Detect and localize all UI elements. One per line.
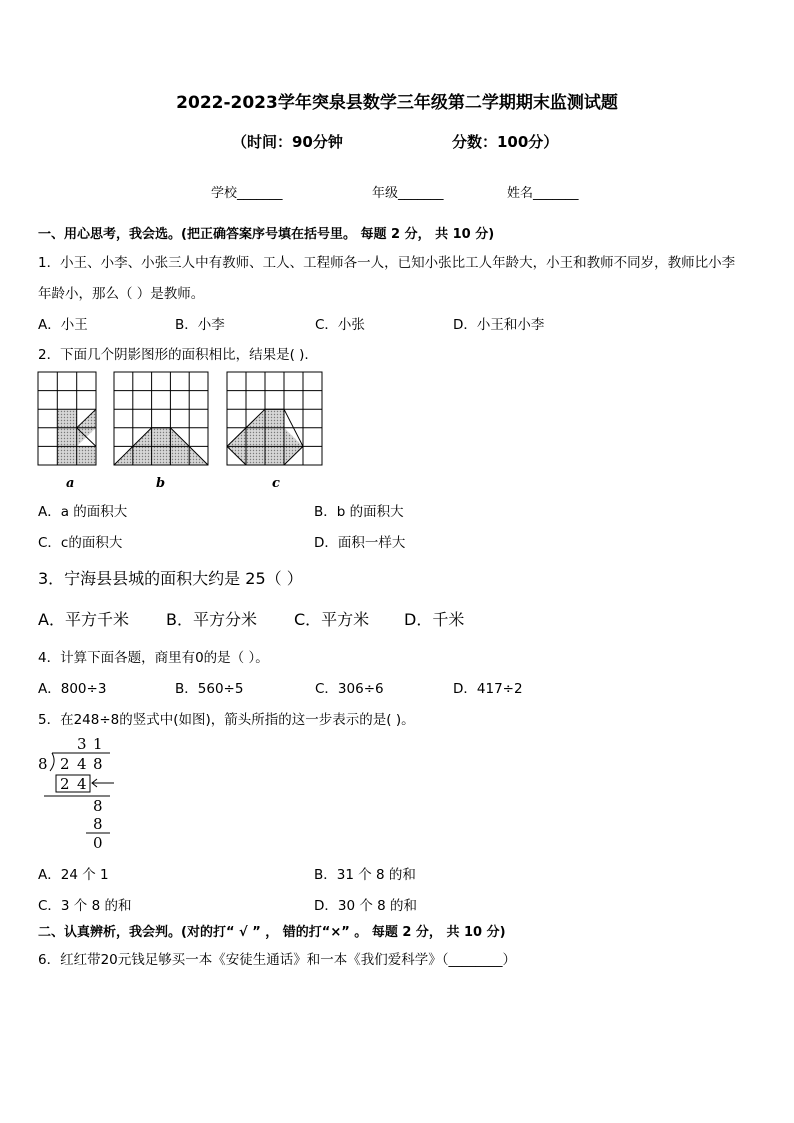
step3-digit: 8 bbox=[93, 815, 103, 833]
q5-text: 5．在248÷8的竖式中(如图)，箭头所指的这一步表示的是( )。 bbox=[38, 712, 415, 728]
figure-c bbox=[227, 372, 322, 465]
q2-text: 2．下面几个阴影图形的面积相比，结果是( ). bbox=[38, 347, 309, 363]
q5-option-a: A．24 个 1 bbox=[38, 867, 109, 883]
q3-option-b: B．平方分米 bbox=[166, 610, 257, 629]
figure-b bbox=[114, 372, 208, 465]
q1-option-a: A．小王 bbox=[38, 317, 88, 333]
q1-option-b: B．小李 bbox=[175, 317, 225, 333]
step1-digit-1: 2 bbox=[60, 775, 70, 793]
q2-option-c: C．c的面积大 bbox=[38, 535, 123, 551]
step2-digit: 8 bbox=[93, 797, 103, 815]
q3-option-c: C．平方米 bbox=[294, 610, 370, 629]
q2-option-d: D．面积一样大 bbox=[314, 535, 406, 551]
dividend-digit-1: 2 bbox=[60, 755, 70, 773]
grade-field: 年级_______ bbox=[372, 186, 444, 201]
q1-option-d: D．小王和小李 bbox=[453, 317, 545, 333]
school-field: 学校_______ bbox=[211, 186, 283, 201]
q4-text: 4．计算下面各题，商里有0的是（ ）。 bbox=[38, 650, 269, 666]
q5-option-c: C．3 个 8 的和 bbox=[38, 898, 132, 914]
quotient-digit-2: 1 bbox=[93, 735, 103, 753]
figure-c-label: c bbox=[272, 476, 280, 491]
q6-text: 6．红红带20元钱足够买一本《安徒生通话》和一本《我们爱科学》（________） bbox=[38, 952, 517, 968]
dividend-digit-3: 8 bbox=[93, 755, 103, 773]
q4-option-a: A．800÷3 bbox=[38, 681, 107, 697]
q1-text-line2: 年龄小，那么（ ）是教师。 bbox=[38, 286, 205, 302]
q2-option-b: B．b 的面积大 bbox=[314, 504, 404, 520]
q3-option-a: A．平方千米 bbox=[38, 610, 129, 629]
dividend-digit-2: 4 bbox=[77, 755, 87, 773]
q4-option-b: B．560÷5 bbox=[175, 681, 244, 697]
q1-option-c: C．小张 bbox=[315, 317, 365, 333]
section-1-heading: 一、用心思考，我会选。(把正确答案序号填在括号里。 每题 2 分， 共 10 分) bbox=[38, 227, 495, 242]
score-label: 分数：100分） bbox=[452, 133, 559, 151]
section-2-heading: 二、认真辨析，我会判。(对的打“ √ ” ， 错的打“×” 。 每题 2 分， 共 10 分) bbox=[38, 925, 506, 940]
figure-a-label: a bbox=[66, 476, 75, 491]
q5-option-b: B．31 个 8 的和 bbox=[314, 867, 416, 883]
q3-option-d: D．千米 bbox=[404, 610, 465, 629]
q5-option-d: D．30 个 8 的和 bbox=[314, 898, 418, 914]
q4-option-c: C．306÷6 bbox=[315, 681, 384, 697]
divisor: 8 bbox=[38, 755, 48, 773]
figure-a bbox=[38, 372, 96, 465]
time-label: （时间：90分钟 bbox=[232, 133, 343, 151]
remainder-digit: 0 bbox=[93, 834, 103, 852]
page-title: 2022-2023学年突泉县数学三年级第二学期期末监测试题 bbox=[176, 93, 618, 113]
q2-figures bbox=[30, 368, 340, 493]
arrow-icon bbox=[92, 779, 114, 787]
q5-long-division bbox=[30, 732, 130, 852]
q1-text-line1: 1．小王、小李、小张三人中有教师、工人、工程师各一人，已知小张比工人年龄大，小王和教师不同岁，教师比小李 bbox=[38, 255, 736, 271]
name-field: 姓名_______ bbox=[507, 186, 579, 201]
q4-option-d: D．417÷2 bbox=[453, 681, 523, 697]
q3-text: 3．宁海县县城的面积大约是 25（ ） bbox=[38, 569, 303, 588]
q2-option-a: A．a 的面积大 bbox=[38, 504, 128, 520]
quotient-digit-1: 3 bbox=[77, 735, 87, 753]
step1-digit-2: 4 bbox=[77, 775, 87, 793]
figure-b-label: b bbox=[156, 476, 166, 491]
